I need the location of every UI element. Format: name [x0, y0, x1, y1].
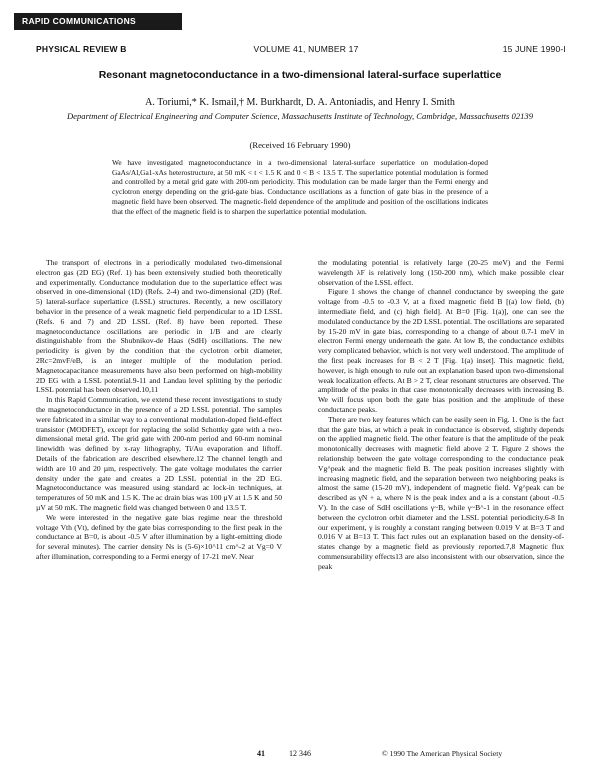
received-date: (Received 16 February 1990) [249, 140, 351, 150]
rapid-communications-banner: RAPID COMMUNICATIONS [14, 13, 182, 30]
copyright-notice: © 1990 The American Physical Society [382, 749, 503, 758]
journal-name: PHYSICAL REVIEW B [36, 44, 127, 54]
author-affiliation: Department of Electrical Engineering and Computer Science, Massachusetts Institute of Technology, Cambridge, Massachusetts 02139 [66, 111, 534, 121]
running-header [36, 44, 566, 56]
issue-date: 15 JUNE 1990-I [502, 44, 566, 54]
body-paragraph: Figure 1 shows the change of channel conductance by sweeping the gate voltage from -0.5 to -0.3 V, at a fixed magnetic field B [(a) low field, (b) intermediate field, and (c) high field]. At B=0 [Fig. 1(a)], one can see the modulated conductance by the 2D LSSL potential. The oscillations are separated by 15-20 mV in gate bias, corresponding to a change of about 0.7-1 meV in electron Fermi energy underneath the gate. At low B, the conductance exhibits very complicated behavior, which is not very well understood. The amplitude of the first peak increases for B < 2 T [Fig. 1(a) inset]. This magnetic field, however, is high enough to rule out an explanation based upon two-dimensional weak localization effects. At B > 2 T, clear resonant structures are observed. The amplitude of the peaks in that case monotonically decreases with increasing B. We will focus upon both the gate bias position and the amplitude of these conductance peaks. [318, 287, 564, 414]
body-paragraph: There are two key features which can be easily seen in Fig. 1. One is the fact that the gate bias, at which a peak in conductance is observed, slightly depends on the applied magnetic field. The other feature is that the amplitude of the peak monotonically decreases with magnetic field above 2 T. Figure 2 shows the relationship between the gate voltage corresponding to the conductance peak Vg^peak and the magnetic field B. The peak position increases slightly with increasing magnetic field, and the separation between two neighboring peaks is almost the same (15-20 mV), independent of magnetic field. Vg^peak can be described as γN + a, where N is the peak index and a is a constant (about -0.5 V). In the case of SdH oscillations γ~B, while γ~B^-1 in the resonance effect between the cyclotron orbit diameter and the LSSL potential periodicity.6-8 In our experiment, γ is roughly a constant ranging between 0.019 V at B=3 T and 0.016 V at B=13 T. This fact rules out an explanation based on the density-of-states change by a magnetic field as previously reported.7,8 Magnetic flux commensurability effects13 are also inconsistent with our observation, since the peak [318, 414, 564, 571]
body-column-right [318, 258, 564, 572]
body-paragraph: In this Rapid Communication, we extend these recent investigations to study the magnetoconductance in the presence of a 2D LSSL potential. The samples were fabricated in a similar way to a conventional modulation-doped field-effect transistor (MODFET), except for replacing the solid Schottky gate with a two-dimensional metal grid. The grid gate with 200-nm period and 60-nm nominal linewidth was defined by x-ray lithography, Ti/Au evaporation and liftoff. Details of the fabrication are described elsewhere.12 The channel length and width are 10 and 20 µm, respectively. The gate voltage modulates the carrier density under the gate and creates a 2D LSSL potential in the 2D EG. Magnetoconductance was measured using standard ac lock-in techniques, at temperatures of 50 mK and 1.5 K. The ac drain bias was 100 µV at 1.5 K and 50 µV at 50 mK. The magnetic field was changed between 0 and 13.5 T. [36, 395, 282, 512]
abstract: We have investigated magnetoconductance in a two-dimensional lateral-surface superlattice on modulation-doped GaAs/Al,Ga1-xAs heterostructure, at 50 mK < t < 1.5 K and 0 < B < 13.5 T. The superlattice potential modulation is formed and controlled by a metal grid gate with 200-nm periodicity. This modulation can be made larger than the Fermi energy and cyclotron energy depending on the grid-gate bias. Conductance oscillations as a function of gate bias in the presence of a magnetic field have been observed. The magnetic-field dependence of the amplitude and position of the oscillations indicates that the effect of the magnetic field is to sharpen the superlattice potential modulation. [112, 158, 488, 216]
article-title: Resonant magnetoconductance in a two-dimensional lateral-surface superlattice [98, 69, 502, 81]
body-paragraph: the modulating potential is relatively large (20-25 meV) and the Fermi wavelength λF is relatively long (150-200 nm), which make possible clear observation of the LSSL effect. [318, 258, 564, 287]
author-list: A. Toriumi,* K. Ismail,† M. Burkhardt, D. A. Antoniadis, and Henry I. Smith [145, 97, 455, 108]
page-number: 12 346 [289, 749, 311, 758]
body-paragraph: The transport of electrons in a periodically modulated two-dimensional electron gas (2D EG) (Ref. 1) has been extensively studied both theoretically and experimentally. Conductance modulation due to the superlattice effect was observed in one-dimensional (1D) (Refs. 2-4) and two-dimensional (2D) (Ref. 5) lateral-surface superlattice (LSSL) structures. Recently, a new oscillatory behavior in the presence of a weak magnetic field perpendicular to a 1D LSSL (Refs. 6 and 7) and 2D LSSL (Ref. 8) have been reported. These magnetoconductance oscillations are periodic in 1/B and are clearly distinguishable from the Shubnikov-de Haas (SdH) oscillations. The new periodicity is given by the condition that the cyclotron orbit diameter, 2Rc=2mvF/eB, is an integer multiple of the modulation period. Magnetocapacitance measurements have also been performed on high-mobility 2D EG with a LSSL potential.9-11 and Landau level splitting by the periodic LSSL potential has been observed.10,11 [36, 258, 282, 395]
volume-page-label: 41 [257, 749, 265, 758]
body-paragraph: We were interested in the negative gate bias regime near the threshold voltage Vth (Vt), defined by the gate bias corresponding to the first peak in the conductance at B=0, is about -0.5 V after illumination by a light-emitting diode for several minutes). The carrier density Ns is (5-6)×10^11 cm^-2 at Vg=0 V after illumination, corresponding to a Fermi energy of 17-21 meV. Near [36, 512, 282, 561]
body-column-left [36, 258, 282, 562]
volume-number: VOLUME 41, NUMBER 17 [253, 44, 359, 54]
